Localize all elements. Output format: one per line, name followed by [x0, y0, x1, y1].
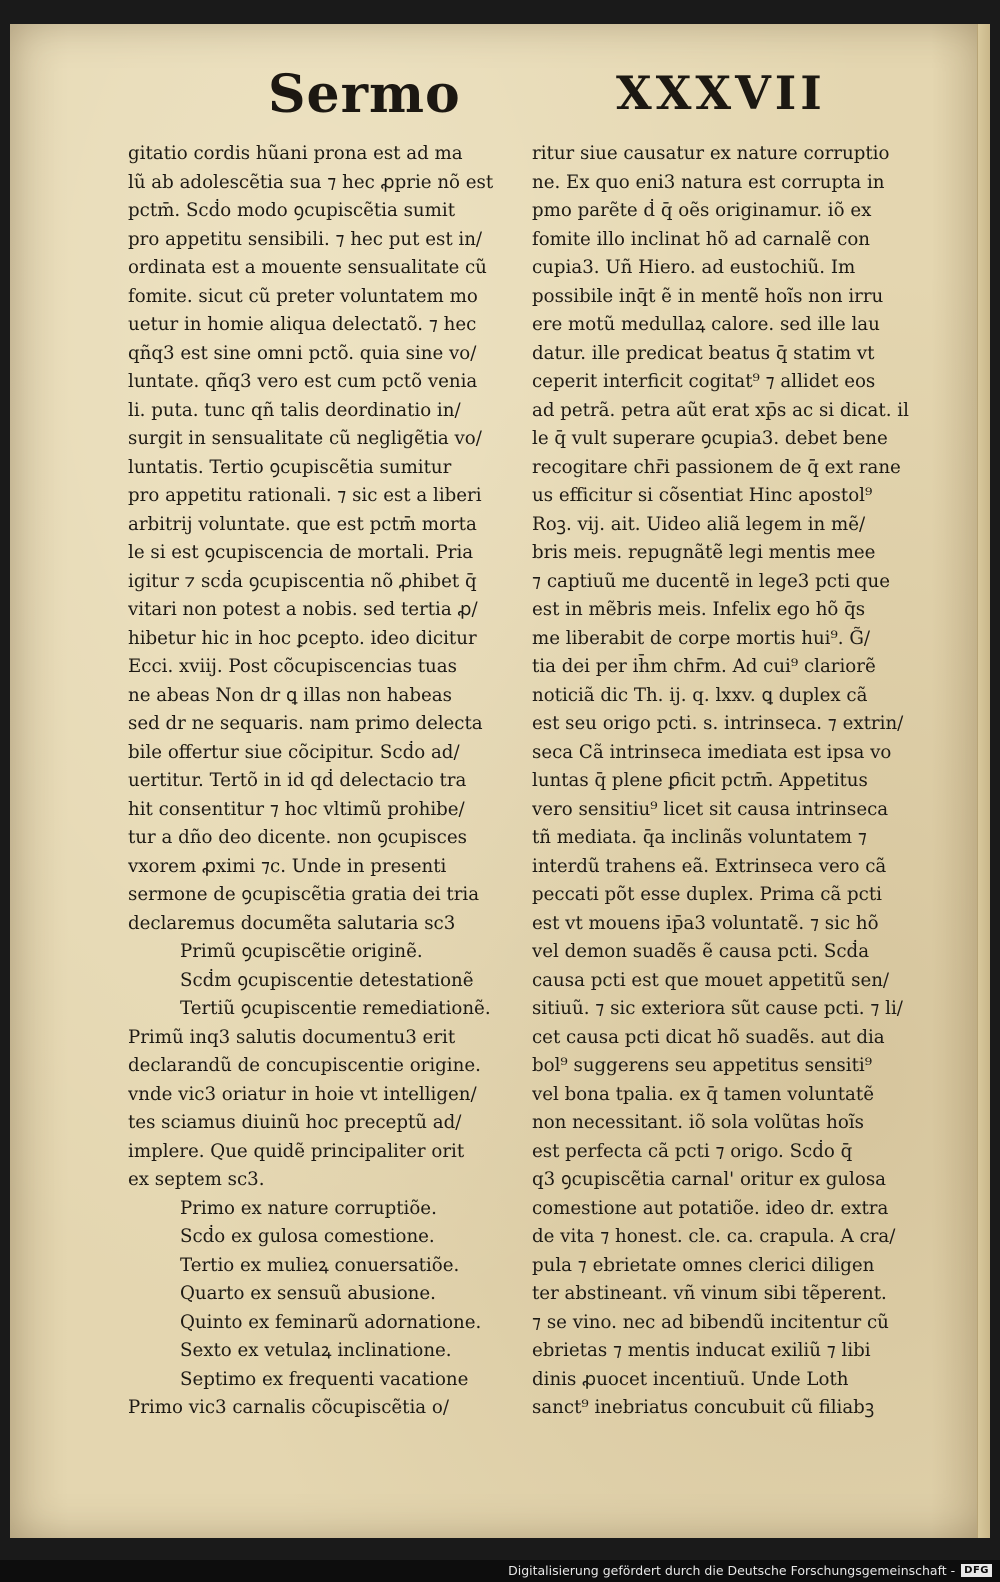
text-line: luntas q̄ plene ꝑficit pctm̄. Appetitus	[532, 770, 868, 791]
text-line: fomite. sicut cũ preter voluntatem mo	[128, 285, 478, 307]
footer-credit-text: Digitalisierung gefördert durch die Deutsche Forschungsgemeinschaft -	[508, 1563, 956, 1578]
text-line: ritur siue causatur ex nature corruptio	[532, 143, 890, 164]
text-line: declarandũ de concupiscentie origine.	[128, 1055, 481, 1076]
text-line: recogitare chr̄i passionem de q̄ ext rane	[532, 456, 901, 478]
text-line: de vita ⁊ honest. cle. ca. crapula. A cra/	[532, 1226, 896, 1247]
running-header	[10, 64, 990, 134]
book-page	[10, 24, 990, 1538]
text-line: hit consentitur ⁊ hoc vltimũ prohibe/	[128, 798, 465, 820]
text-line: arbitrij voluntate. que est pctm̄ morta	[128, 513, 477, 535]
text-line: q3 ꝯcupiscẽtia carnal' oritur ex gulosa	[532, 1169, 887, 1190]
text-line: interdũ trahens eã. Extrinseca vero cã	[532, 855, 887, 877]
text-line: est seu origo pcti. s. intrinseca. ⁊ extrin/	[532, 713, 904, 734]
text-line: noticiã dic Th. ij. q. lxxv. ꝗ duplex cã	[532, 684, 868, 706]
dfg-logo: DFG	[961, 1564, 992, 1577]
text-line: implere. Que quidẽ principaliter orit	[128, 1140, 465, 1162]
text-line: est vt mouens ip̄a3 voluntatẽ. ⁊ sic hõ	[532, 912, 879, 934]
text-line: ceperit interficit cogitat⁹ ⁊ allidet eos	[532, 371, 876, 392]
text-line: uetur in homie aliqua delectatõ. ⁊ hec	[128, 314, 477, 335]
text-line: vnde vic3 oriatur in hoie vt intelligen/	[128, 1083, 477, 1105]
text-line: possibile inq̄t ẽ in mentẽ hoĩs non irru	[532, 285, 884, 307]
text-line: causa pcti est que mouet appetitũ sen/	[532, 969, 890, 991]
text-line: Quarto ex sensuũ abusione.	[180, 1283, 436, 1304]
text-line: vxorem ꝓximi ⁊c. Unde in presenti	[128, 855, 447, 877]
text-line: tñ mediata. q̄a inclinãs voluntatem ⁊	[532, 827, 867, 848]
text-line: sitiuũ. ⁊ sic exteriora sũt cause pcti. ⁊ li/	[532, 998, 903, 1019]
text-line: fomite illo inclinat hõ ad carnalẽ con	[532, 228, 870, 250]
text-line: qñq3 est sine omni pctõ. quia sine vo/	[128, 342, 477, 364]
text-line: pctm̄. Scḋo modo ꝯcupiscẽtia sumit	[128, 200, 456, 221]
text-line: cet causa pcti dicat hõ suadẽs. aut dia	[532, 1026, 885, 1048]
text-line: li. puta. tunc qñ talis deordinatio in/	[128, 399, 461, 421]
text-line: cupia3. Uñ Hiero. ad eustochiũ. Im	[532, 257, 856, 278]
text-line: est in mẽbris meis. Infelix ego hõ q̄s	[532, 599, 866, 620]
text-line: le q̄ vult superare ꝯcupia3. debet bene	[532, 428, 888, 449]
text-line: Quinto ex feminarũ adornatione.	[180, 1311, 482, 1333]
page-edge	[977, 24, 990, 1538]
text-line: lũ ab adolescẽtia sua ⁊ hec ꝓprie nõ est	[128, 171, 494, 193]
text-line: tia dei per ih̄m chr̄m. Ad cui⁹ clariorẽ	[532, 656, 876, 677]
text-line: pro appetitu rationali. ⁊ sic est a liberi	[128, 485, 482, 506]
text-line: Primo ex nature corruptiõe.	[180, 1197, 437, 1219]
text-line: luntatis. Tertio ꝯcupiscẽtia sumitur	[128, 456, 452, 478]
text-line: peccati põt esse duplex. Prima cã pcti	[532, 884, 882, 905]
text-line: me liberabit de corpe mortis hui⁹. G̃/	[532, 627, 871, 649]
header-title: Sermo	[268, 64, 461, 125]
text-line: bris meis. repugnãtẽ legi mentis mee	[532, 542, 876, 563]
text-line: uertitur. Tertõ in id qḋ delectacio tra	[128, 770, 467, 791]
text-line: bile offertur siue cõcipitur. Scḋo ad/	[128, 741, 460, 763]
text-line: Tertio ex mulieꝝ conuersatiõe.	[180, 1254, 460, 1276]
text-line: vel demon suadẽs ẽ causa pcti. Scḋa	[532, 941, 870, 962]
text-line: Primũ inq3 salutis documentu3 erit	[128, 1026, 456, 1048]
text-line: ebrietas ⁊ mentis inducat exiliũ ⁊ libi	[532, 1340, 871, 1361]
text-column-right	[532, 140, 942, 1423]
text-line: surgit in sensualitate cũ negligẽtia vo/	[128, 428, 482, 449]
footer-credit	[508, 1563, 992, 1578]
text-line: ordinata est a mouente sensualitate cũ	[128, 257, 487, 278]
text-line: igitur ⁊ scḋa ꝯcupiscentia nõ ꝓhibet q̄	[128, 570, 477, 592]
text-line: dinis ꝓuocet incentiuũ. Unde Loth	[532, 1368, 849, 1390]
text-line: sed dr ne sequaris. nam primo delecta	[128, 713, 483, 734]
text-line: ne abeas Non dr ꝗ illas non habeas	[128, 684, 452, 706]
text-line: declaremus documẽta salutaria sc3	[128, 912, 456, 934]
text-line: comestione aut potatiõe. ideo dr. extra	[532, 1197, 889, 1219]
text-line: pro appetitu sensibili. ⁊ hec put est in/	[128, 228, 483, 250]
text-line: Scḋm ꝯcupiscentie detestationẽ	[180, 969, 474, 991]
text-line: tur a dño deo dicente. non ꝯcupisces	[128, 827, 467, 848]
text-line: Scḋo ex gulosa comestione.	[180, 1226, 435, 1247]
text-line: datur. ille predicat beatus q̄ statim vt	[532, 342, 875, 364]
text-line: hibetur hic in hoc ꝑcepto. ideo dicitur	[128, 627, 477, 649]
text-line: ex septem sc3.	[128, 1169, 265, 1190]
text-line: Primo vic3 carnalis cõcupiscẽtia o/	[128, 1397, 449, 1418]
text-line: vel bona tpalia. ex q̄ tamen voluntatẽ	[532, 1083, 874, 1105]
text-line: Primũ ꝯcupiscẽtie originẽ.	[180, 941, 423, 962]
text-line: ter abstineant. vñ vinum sibi tẽperent.	[532, 1283, 887, 1304]
text-line: non necessitant. iõ sola volũtas hoĩs	[532, 1112, 864, 1133]
text-line: gitatio cordis hũani prona est ad ma	[128, 143, 463, 164]
text-line: est perfecta cã pcti ⁊ origo. Scḋo q̄	[532, 1140, 853, 1162]
text-line: Sexto ex vetulaꝝ inclinatione.	[180, 1340, 452, 1361]
text-line: sanct⁹ inebriatus concubuit cũ filiabꝫ	[532, 1397, 875, 1418]
text-line: le si est ꝯcupiscencia de mortali. Pria	[128, 542, 474, 563]
text-line: ere motũ medullaꝝ calore. sed ille lau	[532, 314, 880, 335]
text-line: us efficitur si cõsentiat Hinc apostol⁹	[532, 485, 873, 506]
text-line: pmo parẽte ḋ q̄ oẽs originamur. iõ ex	[532, 200, 872, 221]
text-column-left	[128, 140, 536, 1423]
text-line: Septimo ex frequenti vacatione	[180, 1368, 469, 1390]
text-line: ⁊ captiuũ me ducentẽ in lege3 pcti que	[532, 570, 890, 592]
text-line: sermone de ꝯcupiscẽtia gratia dei tria	[128, 884, 480, 905]
text-line: Tertiũ ꝯcupiscentie remediationẽ.	[180, 998, 491, 1019]
header-sermon-number: XXXVII	[616, 66, 826, 120]
text-line: pula ⁊ ebrietate omnes clerici diligen	[532, 1254, 875, 1276]
text-line: Roꝫ. vij. ait. Uideo aliã legem in mẽ/	[532, 513, 866, 535]
text-line: ⁊ se vino. nec ad bibendũ incitentur cũ	[532, 1311, 889, 1333]
text-line: vitari non potest a nobis. sed tertia ꝓ/	[128, 599, 478, 620]
text-line: tes sciamus diuinũ hoc preceptũ ad/	[128, 1112, 462, 1133]
text-line: seca Cã intrinseca imediata est ipsa vo	[532, 741, 892, 763]
text-line: luntate. qñq3 vero est cum pctõ venia	[128, 371, 478, 392]
text-line: bol⁹ suggerens seu appetitus sensiti⁹	[532, 1055, 872, 1076]
text-line: vero sensitiu⁹ licet sit causa intrinseca	[532, 798, 889, 820]
text-line: Ecci. xviij. Post cõcupiscencias tuas	[128, 656, 457, 677]
text-line: ne. Ex quo eni3 natura est corrupta in	[532, 171, 885, 193]
text-line: ad petrã. petra aũt erat xp̄s ac si dicat. il	[532, 399, 909, 421]
